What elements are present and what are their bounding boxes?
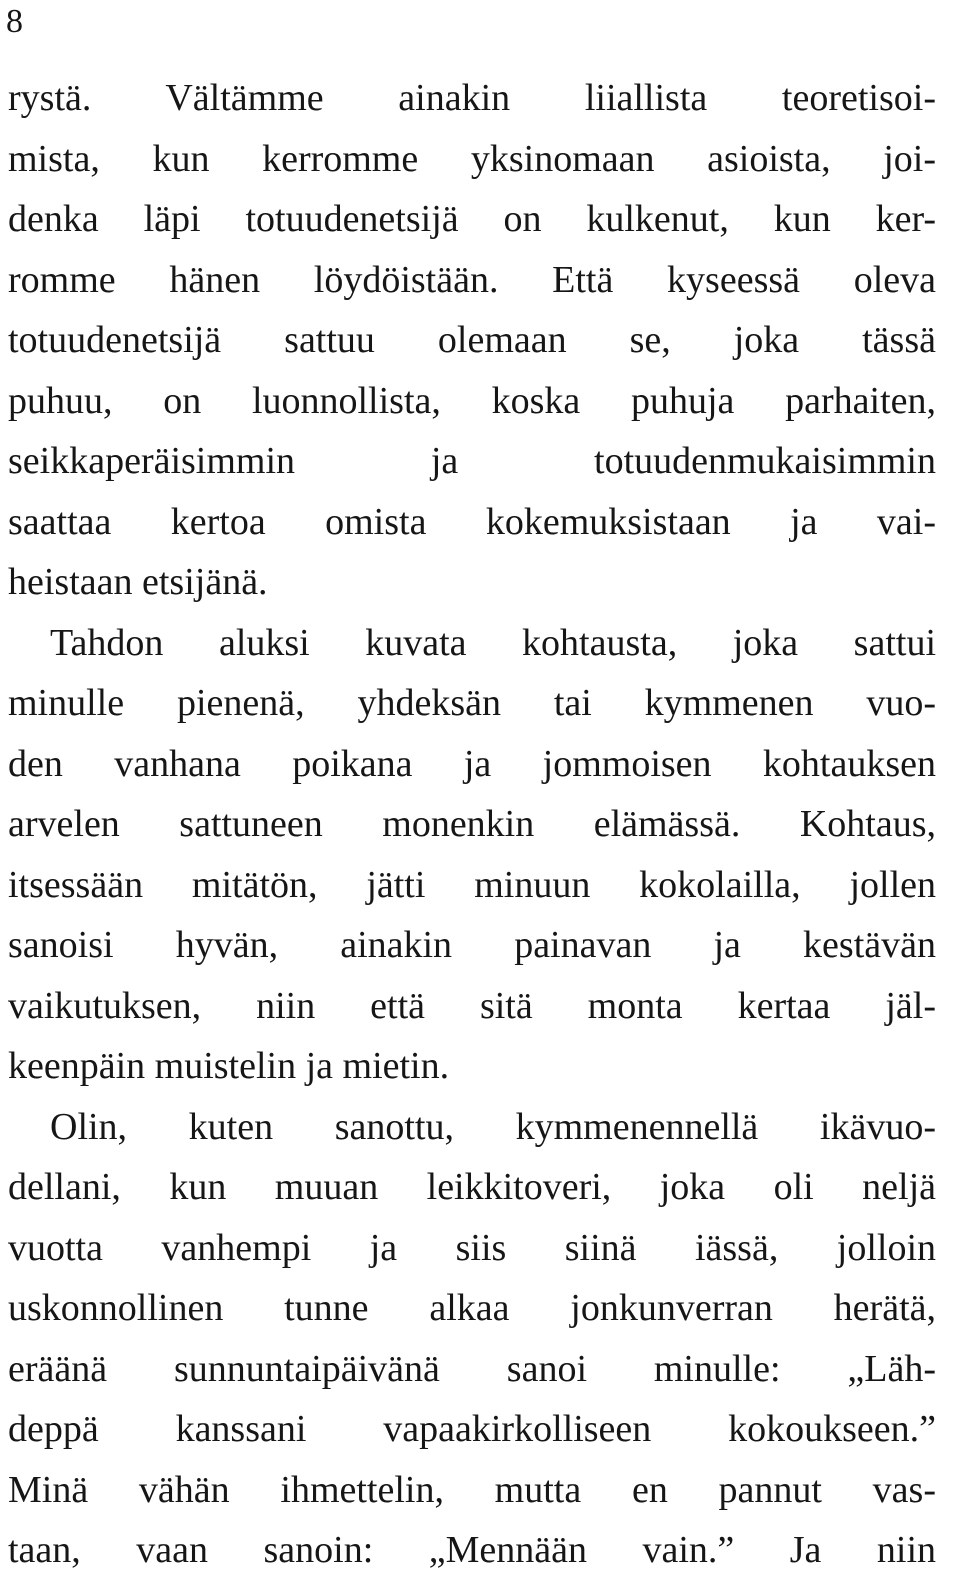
text-line: dellani, kun muuan leikkitoveri, joka oli neljä bbox=[8, 1166, 936, 1208]
text-line: den vanhana poikana ja jommoisen kohtauksen bbox=[8, 742, 936, 785]
text-line: vaikutuksen, niin että sitä monta kertaa jäl- bbox=[8, 984, 936, 1027]
text-line: totuudenetsijä sattuu olemaan se, joka tässä bbox=[8, 319, 936, 361]
text-line: heistaan etsijänä. bbox=[8, 561, 268, 603]
text-line: Tahdon aluksi kuvata kohtausta, joka sattui bbox=[50, 621, 936, 664]
text-line: arvelen sattuneen monenkin elämässä. Kohtaus, bbox=[8, 803, 936, 845]
text-line: itsessään mitätön, jätti minuun kokolailla, jollen bbox=[8, 863, 936, 906]
text-line: Minä vähän ihmettelin, mutta en pannut vas- bbox=[8, 1468, 936, 1511]
text-line: vuotta vanhempi ja siis siinä iässä, jolloin bbox=[8, 1226, 936, 1269]
body-text bbox=[8, 68, 936, 1581]
text-line: taan, vaan sanoin: „Mennään vain.” Ja niin bbox=[8, 1529, 936, 1571]
text-line: mista, kun kerromme yksinomaan asioista, joi- bbox=[8, 137, 936, 180]
text-line: deppä kanssani vapaakirkolliseen kokoukseen.” bbox=[8, 1408, 936, 1450]
text-line: rystä. Vältämme ainakin liiallista teoretisoi- bbox=[8, 77, 936, 119]
text-line: sanoisi hyvän, ainakin painavan ja kestävän bbox=[8, 924, 936, 966]
text-line: minulle pienenä, yhdeksän tai kymmenen vuo- bbox=[8, 682, 936, 724]
text-line: denka läpi totuudenetsijä on kulkenut, kun ker- bbox=[8, 198, 936, 240]
text-line: romme hänen löydöistään. Että kyseessä oleva bbox=[8, 258, 936, 301]
text-line: puhuu, on luonnollista, koska puhuja parhaiten, bbox=[8, 379, 936, 422]
page-number: 8 bbox=[6, 3, 23, 40]
text-line: seikkaperäisimmin ja totuudenmukaisimmin bbox=[8, 440, 936, 482]
text-line: keenpäin muistelin ja mietin. bbox=[8, 1045, 450, 1087]
text-line: saattaa kertoa omista kokemuksistaan ja vai- bbox=[8, 500, 936, 543]
text-line: Olin, kuten sanottu, kymmenennellä ikävuo- bbox=[50, 1105, 936, 1148]
text-line: uskonnollinen tunne alkaa jonkunverran herätä, bbox=[8, 1287, 936, 1329]
text-line: eräänä sunnuntaipäivänä sanoi minulle: „Läh- bbox=[8, 1347, 936, 1390]
